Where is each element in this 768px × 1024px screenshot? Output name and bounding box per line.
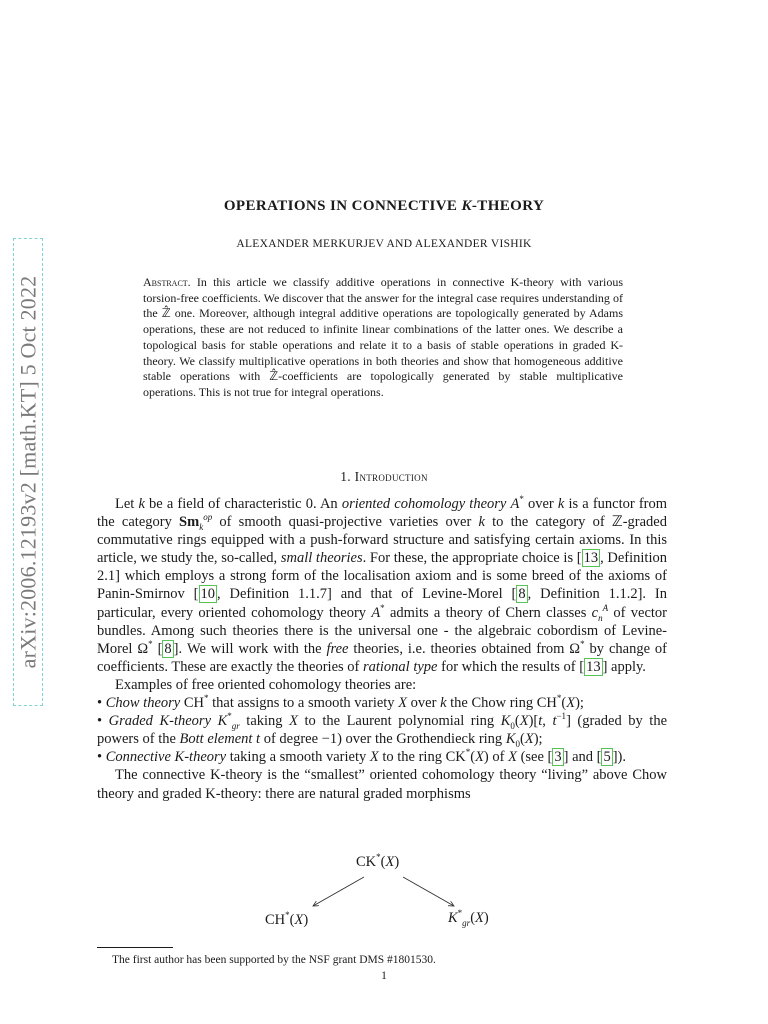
diagram-arrows	[250, 850, 520, 936]
morphism-diagram	[250, 850, 520, 936]
bullet-connective-k: • Connective K-theory taking a smooth variety X to the ring CK*(X) of X (see [ 3 ] and [ 5 ]).	[97, 747, 627, 766]
diagram-node-kgr: $K^*_{gr}(X)$	[448, 908, 489, 928]
arrow-to-kgr	[403, 877, 454, 906]
diagram-node-ch: CH*(X)	[265, 910, 309, 928]
paper-title: OPERATIONS IN CONNECTIVE K-THEORY	[223, 198, 545, 214]
citation-3[interactable]: 3	[554, 749, 562, 766]
abstract	[143, 275, 623, 401]
footnote: The first author has been supported by the NSF grant DMS #1801530.	[112, 954, 436, 966]
paragraph-intro: Let k be a field of characteristic 0. An oriented cohomology theory A* over k is a functor from the category $Sm_k^{op}$ of smooth quasi-projective varieties over k to the category of ℤ-graded commutative rings equipped with a push-forward structure and satisfying certain axioms. In this article, we study the, so-called, small theories. For these, the appropriate choice is [ 13 , Definition 2.1] which employs a strong form of the localisation axiom and is some breed of the axioms of Panin-Smirnov [ 10 , Definition 1.1.7] and that of Levine-Morel [ 8 , Definition 1.1.2]. In particular, every oriented cohomology theory A* admits a theory of Chern classes $c_n^A$ of vector bundles. Among such theories there is the universal one - the algebraic cobordism of Levine-Morel Ω* [ 8 ]. We will work with the free theories, i.e. theories obtained from Ω* by change of coefficients. These are exactly the theories of rational type for which the results of [ 13 ] apply.	[97, 494, 668, 675]
arrow-to-ch	[313, 877, 364, 906]
diagram-node-ck: CK*(X)	[356, 852, 400, 870]
paper-authors: ALEXANDER MERKURJEV AND ALEXANDER VISHIK	[236, 238, 532, 250]
abstract-text: In this article we classify additive operations in connective K-theory with various torsion-free coefficients. We discover that the answer for the integral case requires understanding of the ℤ̂ one. Moreover, although integral additive operations are topologically generated by Adams operations, these are not reduced to infinite linear combinations of the latter ones. We describe a topological basis for stable operations and relate it to a basis of stable operations in graded K-theory. We classify multiplicative operations in both theories and show that homogeneous additive stable operations with ℤ̂-coefficients are topologically generated by stable multiplicative operations. This is not true for integral operations.	[143, 275, 623, 399]
bullet-chow: • Chow theory CH* that assigns to a smooth variety X over k the Chow ring CH*(X);	[97, 693, 584, 712]
footnote-rule	[97, 947, 173, 948]
citation-13[interactable]: 13	[583, 550, 599, 567]
citation-5[interactable]: 5	[603, 749, 611, 766]
section-heading: 1. Introduction	[340, 469, 428, 484]
body-text	[97, 495, 667, 803]
citation-8b[interactable]: 8	[164, 640, 172, 657]
citation-13b[interactable]: 13	[586, 658, 601, 675]
paragraph-examples: Examples of free oriented cohomology theories are:	[115, 676, 417, 693]
arxiv-stamp-text: arXiv:2006.12193v2 [math.KT] 5 Oct 2022	[15, 275, 40, 669]
citation-8[interactable]: 8	[518, 586, 526, 603]
citation-10[interactable]: 10	[200, 586, 216, 603]
abstract-heading: Abstract.	[143, 275, 191, 289]
paragraph-morphisms: The connective K-theory is the “smallest” oriented cohomology theory “living” above Chow theory and graded K-theory: there are natural graded morphisms	[97, 767, 667, 802]
bullet-graded-k: • Graded K-theory $K^*_{gr}$ taking X to the Laurent polynomial ring $K_0(X)[t$, $t^{-1}$] (graded by the powers of the Bott element t of degree −1) over the Grothendieck ring $K_0(X)$;	[97, 711, 668, 750]
page-number: 1	[381, 970, 387, 982]
